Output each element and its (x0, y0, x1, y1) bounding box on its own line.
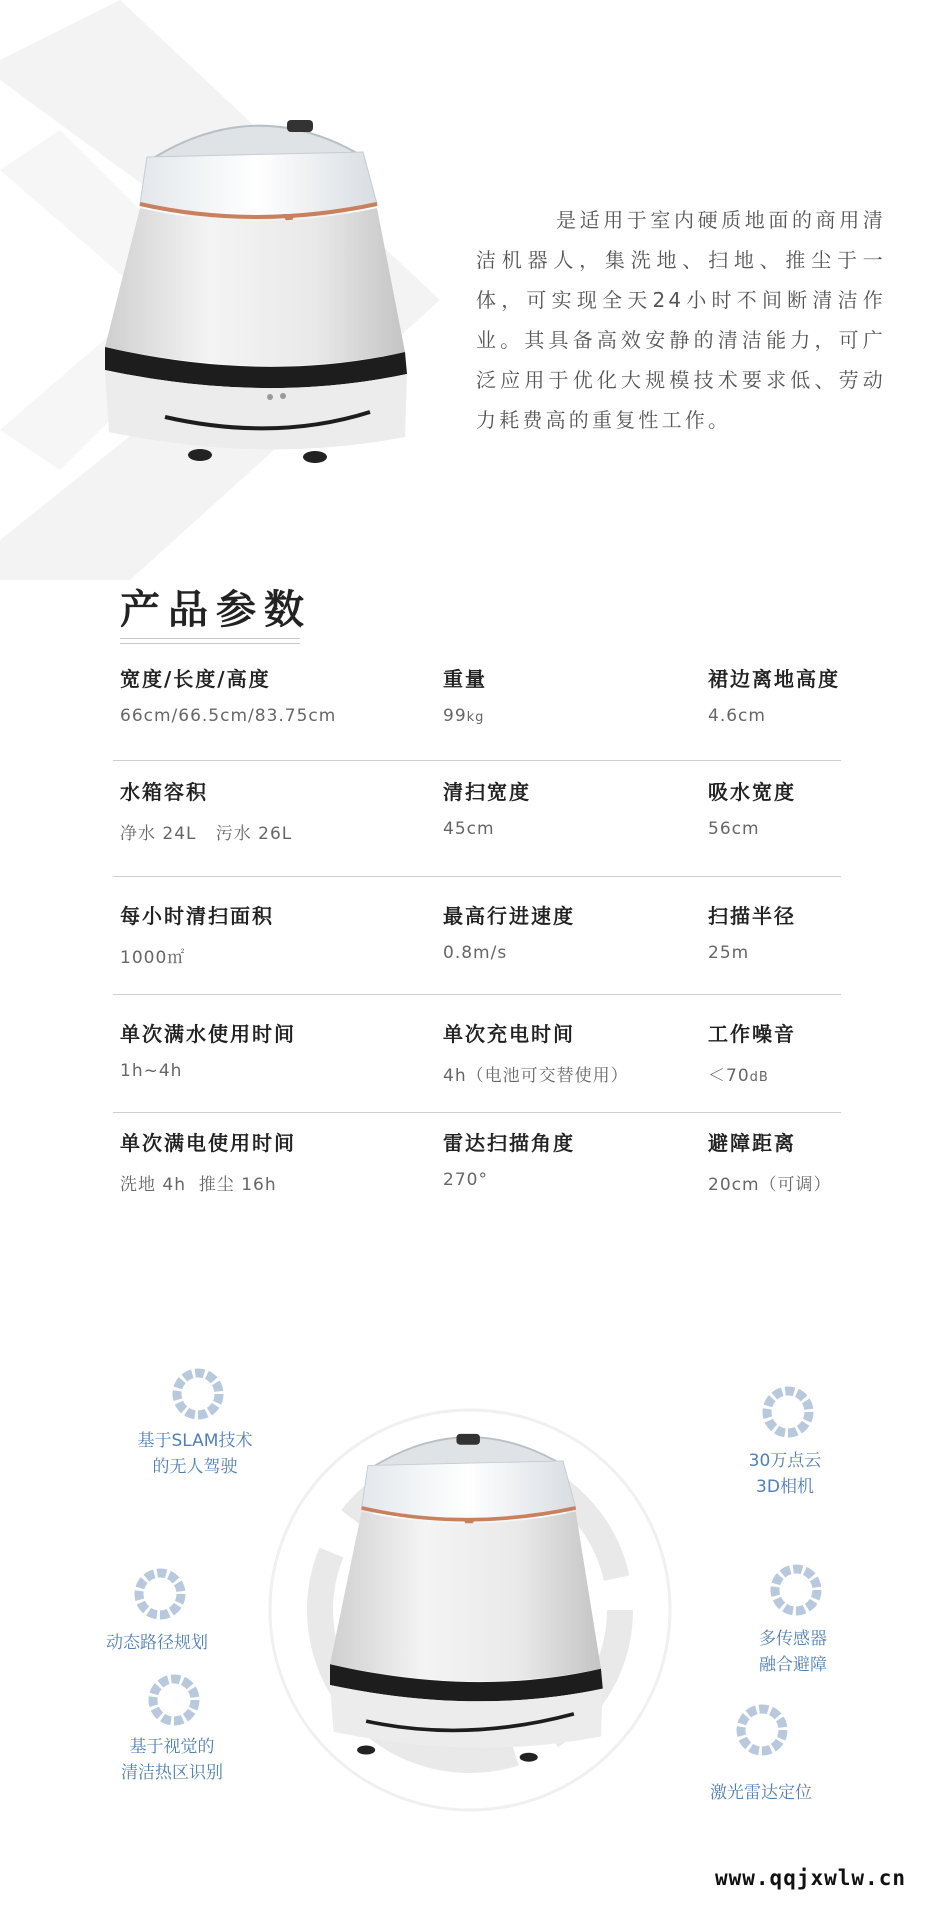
spec-weight (443, 663, 487, 726)
path-planning-icon (132, 1566, 188, 1622)
spec-value: 25m (708, 943, 750, 963)
row-divider (113, 994, 841, 995)
row-divider (113, 1112, 841, 1113)
spec-value: 270° (443, 1170, 488, 1190)
cleaning-robot-image-small (330, 1420, 610, 1800)
spec-label: 每小时清扫面积 (120, 904, 274, 928)
spec-label: 最高行进速度 (443, 904, 575, 928)
row-divider (113, 760, 841, 761)
spec-label: 单次充电时间 (443, 1022, 575, 1046)
spec-value (443, 706, 487, 726)
spec-noise (708, 1018, 796, 1086)
spec-value-unit: dB (749, 1070, 769, 1085)
feature-label-multi-sensor: 多传感器 融合避障 (759, 1629, 827, 1675)
spec-max-speed (443, 900, 575, 963)
spec-value: 1000㎡ (120, 948, 186, 968)
spec-label: 吸水宽度 (708, 780, 796, 804)
spec-label: 雷达扫描角度 (443, 1131, 575, 1155)
feature-label-3d-camera: 30万点云 3D相机 (748, 1451, 822, 1497)
spec-value: 20cm（可调） (708, 1175, 832, 1195)
section-title: 产品参数 (120, 587, 312, 633)
spec-value: 66cm/66.5cm/83.75cm (120, 706, 337, 726)
spec-value-number: 99 (443, 706, 467, 726)
spec-label: 重量 (443, 667, 487, 691)
spec-label: 水箱容积 (120, 780, 208, 804)
spec-tank-capacity (120, 776, 292, 844)
vision-hotspot-icon (146, 1672, 202, 1728)
feature-label-slam: 基于SLAM技术 的无人驾驶 (137, 1431, 253, 1477)
features-section (0, 1300, 938, 1860)
feature-label-vision: 基于视觉的 清洁热区识别 (121, 1737, 223, 1783)
spec-sweep-width (443, 776, 531, 839)
spec-obstacle-distance (708, 1127, 832, 1195)
spec-label: 清扫宽度 (443, 780, 531, 804)
feature-label-lidar: 激光雷达定位 (710, 1783, 812, 1803)
spec-suction-width (708, 776, 796, 839)
slam-navigation-icon (170, 1366, 226, 1422)
feature-label-path-planning: 动态路径规划 (106, 1633, 208, 1653)
spec-radar-angle (443, 1127, 575, 1190)
spec-value: 洗地 4h 推尘 16h (120, 1175, 277, 1195)
spec-value: 净水 24L 污水 26L (120, 824, 293, 844)
spec-label: 避障距离 (708, 1131, 796, 1155)
spec-width-length-height (120, 663, 336, 726)
spec-skirt-clearance (708, 663, 840, 726)
spec-label: 单次满电使用时间 (120, 1131, 296, 1155)
spec-label: 工作噪音 (708, 1022, 796, 1046)
spec-value (708, 1061, 796, 1086)
lidar-location-icon (734, 1702, 790, 1758)
spec-label: 裙边离地高度 (708, 667, 840, 691)
spec-charge-time (443, 1018, 629, 1086)
spec-water-runtime (120, 1018, 296, 1081)
cleaning-robot-image (105, 112, 415, 522)
spec-value: 45cm (443, 819, 495, 839)
row-divider (113, 876, 841, 877)
title-underline (120, 638, 300, 644)
spec-value: 1h~4h (120, 1061, 183, 1081)
spec-value: 4h（电池可交替使用） (443, 1066, 629, 1086)
spec-value-number: ＜70 (708, 1066, 750, 1086)
spec-scan-radius (708, 900, 796, 963)
site-url: www.qqjxwlw.cn (714, 1866, 906, 1890)
spec-value: 4.6cm (708, 706, 766, 726)
spec-battery-runtime (120, 1127, 296, 1195)
spec-label: 单次满水使用时间 (120, 1022, 296, 1046)
multi-sensor-icon (768, 1562, 824, 1618)
3d-camera-icon (760, 1384, 816, 1440)
spec-value-unit: kg (466, 710, 485, 725)
spec-value: 56cm (708, 819, 760, 839)
spec-label: 宽度/长度/高度 (120, 667, 271, 691)
spec-value: 0.8m/s (443, 943, 508, 963)
intro-paragraph: 是适用于室内硬质地面的商用清洁机器人，集洗地、扫地、推尘于一体，可实现全天24小时不间断清洁作业。其具备高效安静的清洁能力，可广泛应用于优化大规模技术要求低、劳动力耗费高的重复性工作。 (476, 208, 886, 432)
spec-label: 扫描半径 (708, 904, 796, 928)
spec-area-per-hour (120, 900, 274, 968)
